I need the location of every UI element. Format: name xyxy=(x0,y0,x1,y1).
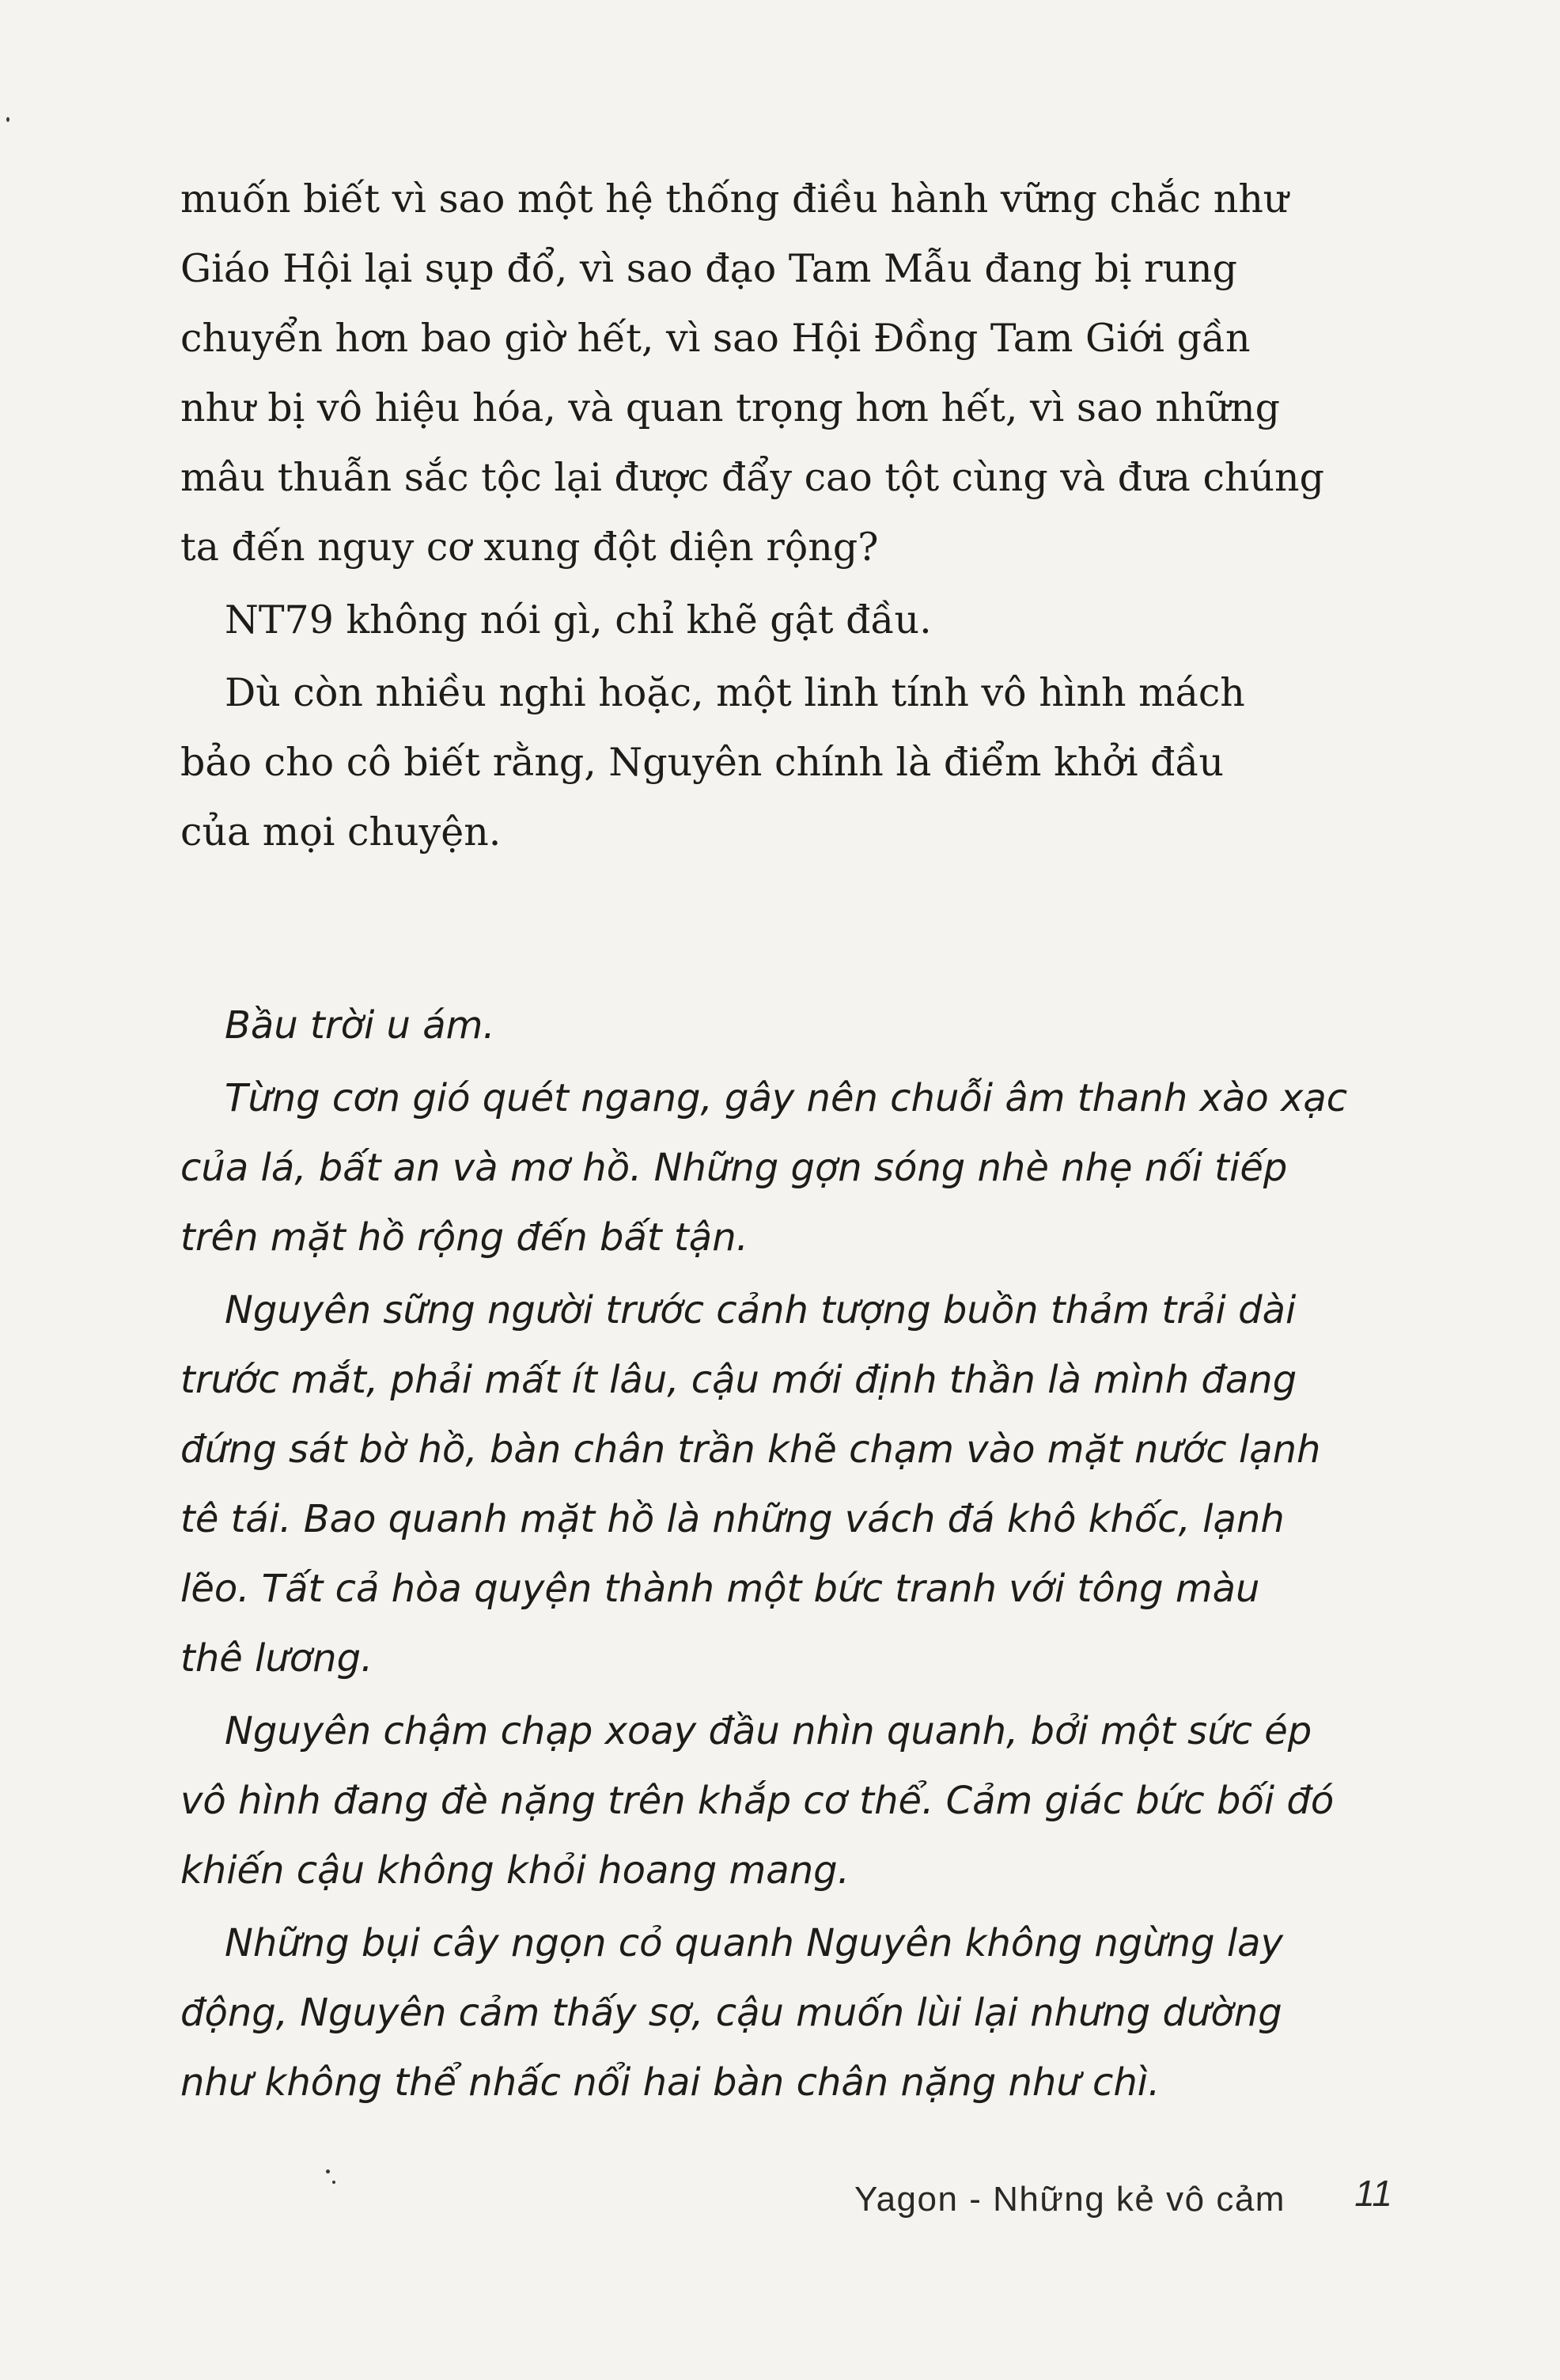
text-line: thê lương. xyxy=(180,1636,373,1681)
text-line: khiến cậu không khỏi hoang mang. xyxy=(180,1848,850,1893)
print-speck xyxy=(332,2181,335,2184)
text-line: như không thể nhấc nổi hai bàn chân nặng như chì. xyxy=(180,2060,1161,2105)
text-line: NT79 không nói gì, chỉ khẽ gật đầu. xyxy=(225,597,932,642)
page-footer xyxy=(854,2168,1392,2231)
text-line: Từng cơn gió quét ngang, gây nên chuỗi âm thanh xào xạc xyxy=(225,1076,1348,1120)
text-line: Dù còn nhiều nghi hoặc, một linh tính vô hình mách xyxy=(225,670,1245,715)
text-line: Bầu trời u ám. xyxy=(225,1003,495,1048)
text-line: chuyển hơn bao giờ hết, vì sao Hội Đồng Tam Giới gần xyxy=(180,316,1251,361)
text-line: Nguyên chậm chạp xoay đầu nhìn quanh, bởi một sức ép xyxy=(225,1709,1312,1753)
text-line: động, Nguyên cảm thấy sợ, cậu muốn lùi lại nhưng dường xyxy=(180,1991,1282,2035)
text-line: của lá, bất an và mơ hồ. Những gợn sóng nhè nhẹ nối tiếp xyxy=(180,1146,1288,1190)
running-title: Yagon - Những kẻ vô cảm xyxy=(854,2180,1285,2219)
text-line: Nguyên sững người trước cảnh tượng buồn thảm trải dài xyxy=(225,1288,1297,1332)
text-line: muốn biết vì sao một hệ thống điều hành vững chắc như xyxy=(180,176,1289,222)
narrative-text-top xyxy=(180,165,1383,867)
text-line: Giáo Hội lại sụp đổ, vì sao đạo Tam Mẫu đang bị rung xyxy=(180,246,1237,291)
text-line: trước mắt, phải mất ít lâu, cậu mới định thần là mình đang xyxy=(180,1358,1297,1402)
text-line: của mọi chuyện. xyxy=(180,809,502,855)
text-line: bảo cho cô biết rằng, Nguyên chính là điểm khởi đầu xyxy=(180,740,1225,785)
text-line: như bị vô hiệu hóa, và quan trọng hơn hết, vì sao những xyxy=(180,385,1280,430)
page-number: 11 xyxy=(1354,2173,1392,2214)
print-speck xyxy=(326,2170,330,2173)
print-speck xyxy=(6,117,9,122)
text-line: trên mặt hồ rộng đến bất tận. xyxy=(180,1215,748,1260)
text-line: mâu thuẫn sắc tộc lại được đẩy cao tột cùng và đưa chúng xyxy=(180,455,1324,500)
text-line: vô hình đang đè nặng trên khắp cơ thể. Cảm giác bức bối đó xyxy=(180,1779,1335,1823)
narrative-text-italic xyxy=(180,991,1383,2117)
text-line: Những bụi cây ngọn cỏ quanh Nguyên không ngừng lay xyxy=(225,1921,1283,1965)
text-line: ta đến nguy cơ xung đột diện rộng? xyxy=(180,525,879,570)
text-line: đứng sát bờ hồ, bàn chân trần khẽ chạm vào mặt nước lạnh xyxy=(180,1427,1321,1472)
text-line: lẽo. Tất cả hòa quyện thành một bức tranh với tông màu xyxy=(180,1567,1260,1611)
text-line: tê tái. Bao quanh mặt hồ là những vách đá khô khốc, lạnh xyxy=(180,1497,1285,1541)
